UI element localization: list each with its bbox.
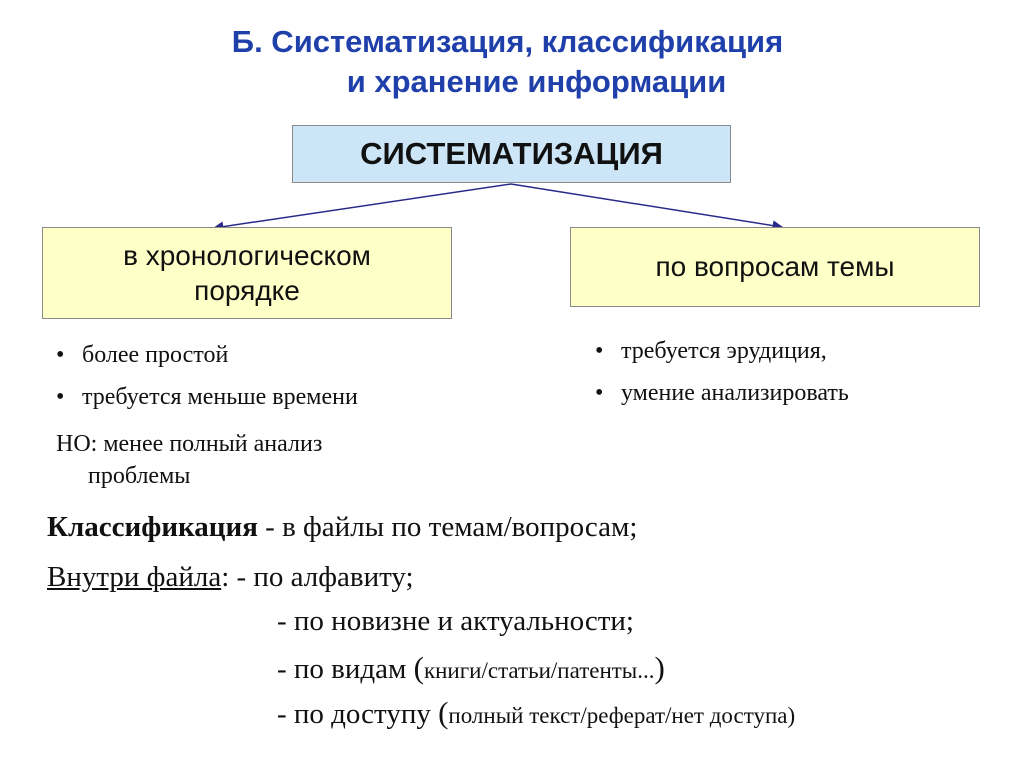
inside-file-novelty: - по новизне и актуальности; (277, 605, 634, 637)
left-bullet-list (52, 334, 358, 418)
slide-title-line2: и хранение информации (346, 64, 727, 99)
access-open-paren: ( (438, 695, 449, 730)
arrow-to-right-box (511, 184, 782, 227)
by-topic-questions-box: по вопросам темы (570, 227, 980, 307)
systematization-root-box: СИСТЕМАТИЗАЦИЯ (292, 125, 731, 183)
list-item: • требуется эрудиция, (591, 330, 849, 372)
types-examples: книги/статьи/патенты... (423, 658, 655, 683)
types-close-paren: ) (654, 650, 665, 685)
list-item: • умение анализировать (591, 372, 849, 414)
access-label: - по доступу (277, 698, 439, 730)
inside-file-types (277, 650, 665, 686)
inside-file-alphabet: : - по алфавиту; (221, 561, 414, 593)
inside-file-term: Внутри файла (47, 561, 222, 593)
types-open-paren: ( (413, 650, 424, 685)
types-label: - по видам (277, 653, 414, 685)
chronological-order-box: в хронологическом порядке (42, 227, 452, 319)
list-item: • более простой (52, 334, 358, 376)
note-line1: НО: менее полный анализ (56, 431, 323, 457)
classification-term: Классификация (47, 511, 258, 543)
access-examples: полный текст/реферат/нет доступа) (448, 703, 796, 728)
right-bullet-list (591, 330, 849, 414)
inside-file-access (277, 695, 795, 731)
left-note (56, 428, 322, 492)
classification-line (47, 511, 637, 544)
classification-desc: - в файлы по темам/вопросам; (257, 511, 638, 543)
slide-title-line1: Б. Систематизация, классификация (231, 24, 784, 59)
note-line2: проблемы (88, 463, 191, 489)
inside-file-line (47, 561, 414, 594)
arrow-to-left-box (214, 184, 511, 228)
list-item: • требуется меньше времени (52, 376, 358, 418)
